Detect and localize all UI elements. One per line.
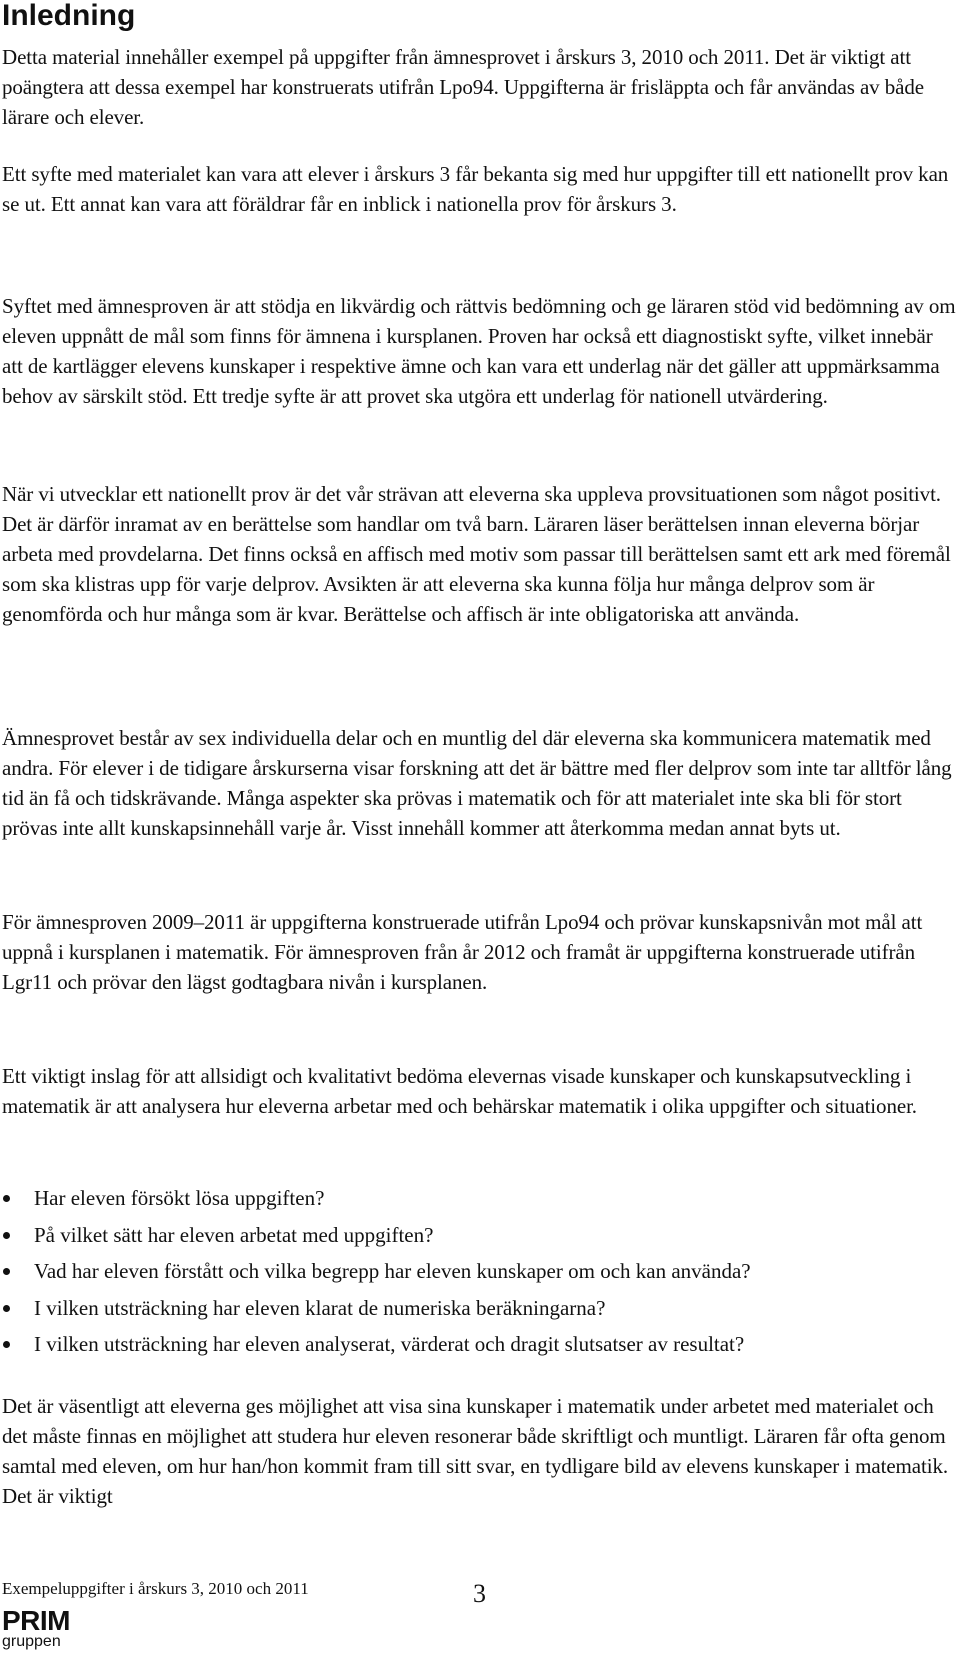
paragraph-6: För ämnesproven 2009–2011 är uppgifterna konstruerade utifrån Lpo94 och prövar kunskapsnivån mot mål att uppnå i kursplanen i matematik. För ämnesproven från år 2012 och framåt är uppgifterna konstruerade utifrån Lgr11 och prövar den lägst godtagbara nivån i kursplanen. — [2, 910, 923, 994]
page-heading: Inledning — [2, 0, 136, 32]
footer-title: Exempeluppgifter i årskurs 3, 2010 och 2011 — [2, 1579, 309, 1598]
bullet-icon — [3, 1305, 10, 1312]
list-item — [0, 1326, 955, 1363]
list-item — [0, 1180, 955, 1217]
prim-gruppen-logo — [2, 1606, 72, 1652]
page-number: 3 — [473, 1579, 486, 1608]
paragraph-2: Ett syfte med materialet kan vara att elever i årskurs 3 får bekanta sig med hur uppgifter till ett nationellt prov kan se ut. Ett annat kan vara att föräldrar får en inblick i nationella prov för årskurs 3. — [2, 162, 949, 216]
list-item-text: Har eleven försökt lösa uppgiften? — [34, 1186, 325, 1210]
logo-wordmark-top: PRIM — [2, 1605, 70, 1636]
bullet-icon — [3, 1232, 10, 1239]
bullet-icon — [3, 1268, 10, 1275]
paragraph-7: Ett viktigt inslag för att allsidigt och kvalitativt bedöma elevernas visade kunskaper och kunskapsutveckling i matematik är att analysera hur eleverna arbetar med och behärskar matematik i olika uppgifter och situationer. — [2, 1064, 917, 1118]
paragraph-3: Syftet med ämnesproven är att stödja en likvärdig och rättvis bedömning och ge läraren stöd vid bedömning av om eleven uppnått de mål som finns för ämnena i kursplanen. Proven har också ett diagnostiskt syfte, vilket innebär att de kartlägger elevens kunskaper i respektive ämne och kan vara ett underlag när det gäller att uppmärksamma behov av särskilt stöd. Ett tredje syfte är att provet ska utgöra ett underlag för nationell utvärdering. — [2, 294, 956, 408]
question-list — [0, 1180, 955, 1363]
paragraph-5: Ämnesprovet består av sex individuella delar och en muntlig del där eleverna ska kommunicera matematik med andra. För elever i de tidigare årskurserna visar forskning att det är bättre med fler delprov som inte tar alltför lång tid än få och tidskrävande. Många aspekter ska prövas i matematik och för att materialet inte ska bli för stort prövas inte allt kunskapsinnehåll varje år. Visst innehåll kommer att återkomma medan annat byts ut. — [2, 726, 952, 840]
list-item — [0, 1253, 955, 1290]
logo-wordmark-bottom: gruppen — [2, 1633, 61, 1650]
list-item-text: På vilket sätt har eleven arbetat med uppgiften? — [34, 1222, 434, 1247]
list-item-text: I vilken utsträckning har eleven klarat de numeriska beräkningarna? — [34, 1295, 606, 1320]
bullet-icon — [3, 1195, 10, 1202]
list-item — [0, 1290, 955, 1327]
paragraph-1: Detta material innehåller exempel på uppgifter från ämnesprovet i årskurs 3, 2010 och 2011. Det är viktigt att poängtera att dessa exempel har konstruerats utifrån Lpo94. Uppgifterna är frisläppta och får användas av både lärare och elever. — [2, 45, 924, 129]
list-item-text: I vilken utsträckning har eleven analyserat, värderat och dragit slutsatser av resultat? — [34, 1332, 745, 1356]
paragraph-8: Det är väsentligt att eleverna ges möjlighet att visa sina kunskaper i matematik under arbetet med materialet och det måste finnas en möjlighet att studera hur eleven resonerar både skriftligt och muntligt. Läraren får ofta genom samtal med eleven, om hur han/hon kommit fram till sitt svar, en tydligare bild av elevens kunskaper i matematik. Det är viktigt — [2, 1394, 949, 1508]
list-item — [0, 1217, 955, 1254]
list-item-text: Vad har eleven förstått och vilka begrepp har eleven kunskaper om och kan använda? — [34, 1259, 751, 1283]
bullet-icon — [3, 1341, 10, 1348]
paragraph-4: När vi utvecklar ett nationellt prov är det vår strävan att eleverna ska uppleva provsituationen som något positivt. Det är därför inramat av en berättelse som handlar om två barn. Läraren läser berättelsen innan eleverna börjar arbeta med provdelarna. Det finns också en affisch med motiv som passar till berättelsen samt ett ark med föremål som ska klistras upp för varje delprov. Avsikten är att eleverna ska kunna följa hur många delprov som är genomförda och hur många som är kvar. Berättelse och affisch är inte obligatoriska att använda. — [2, 482, 951, 626]
